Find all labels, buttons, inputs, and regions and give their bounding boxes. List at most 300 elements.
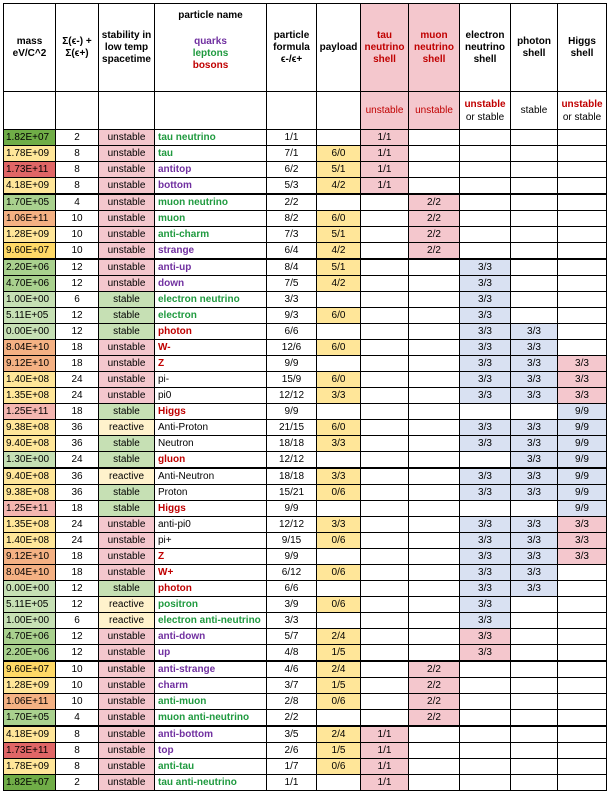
stability-cell: unstable xyxy=(99,194,155,211)
photon-shell-cell: 3/3 xyxy=(511,324,558,340)
higgs-shell-cell xyxy=(558,227,607,243)
sigma-cell: 10 xyxy=(56,211,99,227)
tau-shell-cell xyxy=(361,517,409,533)
higgs-shell-cell xyxy=(558,259,607,276)
table-row xyxy=(4,759,607,775)
muon-shell-cell xyxy=(409,468,460,485)
photon-shell-cell xyxy=(511,613,558,629)
header-tau-shell: tau neutrino shell xyxy=(361,4,409,92)
higgs-shell-cell xyxy=(558,629,607,645)
particle-name-cell: pi+ xyxy=(155,533,267,549)
table-row xyxy=(4,356,607,372)
tau-shell-cell xyxy=(361,292,409,308)
higgs-shell-cell xyxy=(558,243,607,260)
formula-cell: 12/12 xyxy=(267,452,317,469)
stability-cell: reactive xyxy=(99,597,155,613)
stability-cell: unstable xyxy=(99,356,155,372)
particle-name-cell: tau xyxy=(155,146,267,162)
sigma-cell: 18 xyxy=(56,404,99,420)
table-row xyxy=(4,259,607,276)
payload-cell: 3/3 xyxy=(317,468,361,485)
formula-cell: 3/3 xyxy=(267,292,317,308)
photon-shell-cell xyxy=(511,308,558,324)
stability-cell: stable xyxy=(99,404,155,420)
header-stability: stability in low temp spacetime xyxy=(99,4,155,92)
photon-shell-cell: 3/3 xyxy=(511,485,558,501)
muon-shell-cell xyxy=(409,759,460,775)
stability-cell: stable xyxy=(99,452,155,469)
electron-shell-cell xyxy=(460,178,511,195)
table-row xyxy=(4,194,607,211)
payload-cell: 4/2 xyxy=(317,276,361,292)
muon-shell-cell xyxy=(409,356,460,372)
payload-cell xyxy=(317,549,361,565)
header-muon-shell: muon neutrino shell xyxy=(409,4,460,92)
muon-shell-cell xyxy=(409,276,460,292)
mass-cell: 4.70E+06 xyxy=(4,276,56,292)
mass-cell: 5.11E+05 xyxy=(4,597,56,613)
payload-cell: 1/5 xyxy=(317,645,361,662)
photon-shell-cell xyxy=(511,710,558,727)
header-payload: payload xyxy=(317,4,361,92)
payload-cell: 3/3 xyxy=(317,388,361,404)
stability-cell: stable xyxy=(99,485,155,501)
mass-cell: 0.00E+00 xyxy=(4,324,56,340)
formula-cell: 2/8 xyxy=(267,694,317,710)
photon-shell-cell xyxy=(511,292,558,308)
payload-cell: 6/0 xyxy=(317,340,361,356)
payload-cell xyxy=(317,452,361,469)
stability-cell: unstable xyxy=(99,243,155,260)
mass-cell: 4.70E+06 xyxy=(4,629,56,645)
tau-shell-cell xyxy=(361,388,409,404)
higgs-shell-cell: 3/3 xyxy=(558,388,607,404)
tau-shell-cell xyxy=(361,501,409,517)
photon-shell-cell: 3/3 xyxy=(511,533,558,549)
particle-name-cell: electron anti-neutrino xyxy=(155,613,267,629)
sigma-cell: 2 xyxy=(56,775,99,791)
higgs-shell-cell xyxy=(558,597,607,613)
sigma-cell: 8 xyxy=(56,743,99,759)
sigma-cell: 18 xyxy=(56,565,99,581)
stability-cell: reactive xyxy=(99,613,155,629)
muon-shell-cell: 2/2 xyxy=(409,678,460,694)
formula-cell: 12/12 xyxy=(267,388,317,404)
muon-shell-cell xyxy=(409,613,460,629)
particle-name-cell: W+ xyxy=(155,565,267,581)
muon-shell-cell: 2/2 xyxy=(409,694,460,710)
mass-cell: 8.04E+10 xyxy=(4,565,56,581)
sigma-cell: 18 xyxy=(56,340,99,356)
muon-shell-cell xyxy=(409,404,460,420)
mass-cell: 1.82E+07 xyxy=(4,130,56,146)
higgs-shell-cell xyxy=(558,743,607,759)
photon-shell-cell xyxy=(511,775,558,791)
formula-cell: 6/2 xyxy=(267,162,317,178)
particle-name-cell: positron xyxy=(155,597,267,613)
electron-shell-cell xyxy=(460,775,511,791)
muon-shell-cell xyxy=(409,340,460,356)
formula-cell: 15/21 xyxy=(267,485,317,501)
tau-shell-cell: 1/1 xyxy=(361,775,409,791)
table-row xyxy=(4,276,607,292)
particle-name-cell: electron neutrino xyxy=(155,292,267,308)
muon-shell-cell: 2/2 xyxy=(409,243,460,260)
stability-cell: stable xyxy=(99,292,155,308)
photon-shell-cell: 3/3 xyxy=(511,356,558,372)
muon-shell-cell xyxy=(409,436,460,452)
table-row xyxy=(4,178,607,195)
table-row xyxy=(4,694,607,710)
mass-cell: 9.40E+08 xyxy=(4,436,56,452)
mass-cell: 1.78E+09 xyxy=(4,146,56,162)
payload-cell xyxy=(317,501,361,517)
tau-shell-cell xyxy=(361,678,409,694)
header-electron-shell: electron neutrino shell xyxy=(460,4,511,92)
mass-cell: 1.73E+11 xyxy=(4,743,56,759)
higgs-shell-cell xyxy=(558,678,607,694)
tau-shell-cell xyxy=(361,420,409,436)
mass-cell: 9.40E+08 xyxy=(4,468,56,485)
mass-cell: 5.11E+05 xyxy=(4,308,56,324)
stability-cell: reactive xyxy=(99,468,155,485)
particle-name-cell: bottom xyxy=(155,178,267,195)
payload-cell xyxy=(317,710,361,727)
photon-shell-cell xyxy=(511,597,558,613)
particle-name-cell: muon xyxy=(155,211,267,227)
table-row xyxy=(4,420,607,436)
table-row xyxy=(4,468,607,485)
muon-shell-cell xyxy=(409,501,460,517)
mass-cell: 9.12E+10 xyxy=(4,356,56,372)
tau-shell-cell xyxy=(361,372,409,388)
photon-shell-cell: 3/3 xyxy=(511,565,558,581)
table-row xyxy=(4,243,607,260)
particle-name-cell: anti-muon xyxy=(155,694,267,710)
photon-shell-cell xyxy=(511,404,558,420)
payload-cell xyxy=(317,581,361,597)
payload-cell xyxy=(317,356,361,372)
particle-name-cell: pi0 xyxy=(155,388,267,404)
particle-name-cell: anti-strange xyxy=(155,661,267,678)
payload-cell xyxy=(317,130,361,146)
table-row xyxy=(4,678,607,694)
particle-name-cell: Anti-Neutron xyxy=(155,468,267,485)
stability-cell: unstable xyxy=(99,549,155,565)
mass-cell: 1.25E+11 xyxy=(4,501,56,517)
stability-cell: unstable xyxy=(99,661,155,678)
particle-name-cell: Higgs xyxy=(155,501,267,517)
particle-name-cell: Z xyxy=(155,356,267,372)
electron-shell-cell: 3/3 xyxy=(460,420,511,436)
sigma-cell: 8 xyxy=(56,178,99,195)
sigma-cell: 12 xyxy=(56,276,99,292)
muon-shell-cell xyxy=(409,775,460,791)
electron-shell-cell xyxy=(460,404,511,420)
particle-name-cell: anti-bottom xyxy=(155,726,267,743)
electron-shell-cell: 3/3 xyxy=(460,340,511,356)
tau-shell-cell xyxy=(361,276,409,292)
mass-cell: 8.04E+10 xyxy=(4,340,56,356)
header-formula: particle formula ϵ-/ϵ+ xyxy=(267,4,317,92)
tau-shell-cell xyxy=(361,661,409,678)
table-row xyxy=(4,485,607,501)
electron-shell-cell xyxy=(460,743,511,759)
tau-shell-cell xyxy=(361,613,409,629)
electron-shell-cell: 3/3 xyxy=(460,549,511,565)
electron-shell-cell: 3/3 xyxy=(460,533,511,549)
stability-cell: unstable xyxy=(99,775,155,791)
photon-shell-cell xyxy=(511,694,558,710)
table-row xyxy=(4,533,607,549)
payload-cell: 0/6 xyxy=(317,485,361,501)
mass-cell: 1.78E+09 xyxy=(4,759,56,775)
electron-shell-cell: 3/3 xyxy=(460,581,511,597)
tau-shell-cell: 1/1 xyxy=(361,743,409,759)
stability-cell: unstable xyxy=(99,130,155,146)
mass-cell: 1.40E+08 xyxy=(4,533,56,549)
mass-cell: 2.20E+06 xyxy=(4,259,56,276)
tau-shell-cell xyxy=(361,694,409,710)
tau-shell-cell xyxy=(361,227,409,243)
mass-cell: 1.00E+00 xyxy=(4,292,56,308)
photon-shell-cell xyxy=(511,162,558,178)
tau-shell-cell xyxy=(361,194,409,211)
higgs-shell-cell: 9/9 xyxy=(558,436,607,452)
tau-shell-cell: 1/1 xyxy=(361,759,409,775)
photon-shell-cell: 3/3 xyxy=(511,452,558,469)
higgs-shell-cell: 3/3 xyxy=(558,549,607,565)
electron-shell-cell xyxy=(460,211,511,227)
higgs-shell-cell: 9/9 xyxy=(558,404,607,420)
mass-cell: 1.00E+00 xyxy=(4,613,56,629)
tau-shell-cell xyxy=(361,549,409,565)
table-row xyxy=(4,211,607,227)
particle-name-cell: muon neutrino xyxy=(155,194,267,211)
sigma-cell: 6 xyxy=(56,292,99,308)
electron-shell-cell: 3/3 xyxy=(460,436,511,452)
tau-shell-cell xyxy=(361,645,409,662)
formula-cell: 8/4 xyxy=(267,259,317,276)
stability-cell: unstable xyxy=(99,388,155,404)
sigma-cell: 10 xyxy=(56,694,99,710)
mass-cell: 4.18E+09 xyxy=(4,726,56,743)
table-row xyxy=(4,227,607,243)
formula-cell: 2/2 xyxy=(267,194,317,211)
photon-shell-cell xyxy=(511,661,558,678)
electron-shell-cell xyxy=(460,759,511,775)
sigma-cell: 2 xyxy=(56,130,99,146)
sigma-cell: 24 xyxy=(56,452,99,469)
particle-name-cell: up xyxy=(155,645,267,662)
table-row xyxy=(4,404,607,420)
tau-shell-cell xyxy=(361,597,409,613)
formula-cell: 9/3 xyxy=(267,308,317,324)
muon-shell-cell xyxy=(409,259,460,276)
sigma-cell: 36 xyxy=(56,485,99,501)
mass-cell: 9.60E+07 xyxy=(4,661,56,678)
electron-shell-cell: 3/3 xyxy=(460,388,511,404)
table-row xyxy=(4,130,607,146)
particle-name-cell: anti-down xyxy=(155,629,267,645)
muon-shell-cell xyxy=(409,388,460,404)
muon-shell-cell xyxy=(409,162,460,178)
muon-shell-cell xyxy=(409,452,460,469)
formula-cell: 6/6 xyxy=(267,581,317,597)
higgs-shell-cell xyxy=(558,211,607,227)
sigma-cell: 10 xyxy=(56,678,99,694)
photon-shell-cell xyxy=(511,743,558,759)
table-row xyxy=(4,162,607,178)
payload-cell: 6/0 xyxy=(317,308,361,324)
sigma-cell: 8 xyxy=(56,759,99,775)
electron-shell-cell: 3/3 xyxy=(460,565,511,581)
payload-cell: 6/0 xyxy=(317,211,361,227)
formula-cell: 3/5 xyxy=(267,726,317,743)
payload-cell: 5/1 xyxy=(317,227,361,243)
electron-shell-cell: 3/3 xyxy=(460,324,511,340)
tau-shell-status: unstable xyxy=(361,92,409,130)
formula-cell: 9/9 xyxy=(267,549,317,565)
formula-cell: 2/2 xyxy=(267,710,317,727)
tau-shell-cell xyxy=(361,259,409,276)
table-row xyxy=(4,340,607,356)
particle-name-cell: anti-up xyxy=(155,259,267,276)
electron-shell-cell: 3/3 xyxy=(460,629,511,645)
photon-shell-cell: 3/3 xyxy=(511,549,558,565)
higgs-shell-cell xyxy=(558,759,607,775)
tau-shell-cell xyxy=(361,710,409,727)
header-row xyxy=(4,4,607,92)
higgs-shell-cell xyxy=(558,710,607,727)
formula-cell: 2/6 xyxy=(267,743,317,759)
formula-cell: 1/1 xyxy=(267,130,317,146)
formula-cell: 9/15 xyxy=(267,533,317,549)
particle-name-cell: photon xyxy=(155,324,267,340)
sigma-cell: 8 xyxy=(56,726,99,743)
formula-cell: 15/9 xyxy=(267,372,317,388)
higgs-shell-cell: 9/9 xyxy=(558,501,607,517)
mass-cell: 1.28E+09 xyxy=(4,678,56,694)
photon-shell-cell xyxy=(511,146,558,162)
higgs-shell-cell: 9/9 xyxy=(558,485,607,501)
stability-cell: unstable xyxy=(99,162,155,178)
particle-name-cell: top xyxy=(155,743,267,759)
table-row xyxy=(4,565,607,581)
legend-quarks: quarks xyxy=(194,36,227,47)
stability-cell: stable xyxy=(99,436,155,452)
stability-cell: unstable xyxy=(99,629,155,645)
photon-shell-cell: 3/3 xyxy=(511,388,558,404)
photon-shell-cell xyxy=(511,130,558,146)
sigma-cell: 8 xyxy=(56,162,99,178)
electron-shell-cell: 3/3 xyxy=(460,356,511,372)
header-particle-name-label: particle name xyxy=(178,10,243,21)
sigma-cell: 24 xyxy=(56,372,99,388)
tau-shell-cell xyxy=(361,468,409,485)
photon-shell-cell xyxy=(511,645,558,662)
sigma-cell: 24 xyxy=(56,388,99,404)
higgs-shell-cell: 3/3 xyxy=(558,372,607,388)
payload-cell xyxy=(317,775,361,791)
stability-cell: unstable xyxy=(99,678,155,694)
photon-shell-cell: 3/3 xyxy=(511,420,558,436)
particle-name-cell: tau neutrino xyxy=(155,130,267,146)
table-row xyxy=(4,501,607,517)
particle-name-cell: down xyxy=(155,276,267,292)
mass-cell: 9.60E+07 xyxy=(4,243,56,260)
formula-cell: 9/9 xyxy=(267,501,317,517)
formula-cell: 1/1 xyxy=(267,775,317,791)
formula-cell: 9/9 xyxy=(267,404,317,420)
muon-shell-cell xyxy=(409,130,460,146)
tau-shell-cell xyxy=(361,243,409,260)
muon-shell-cell: 2/2 xyxy=(409,710,460,727)
payload-cell: 2/4 xyxy=(317,726,361,743)
particle-name-cell: Proton xyxy=(155,485,267,501)
table-row xyxy=(4,292,607,308)
particle-table xyxy=(3,3,607,791)
photon-shell-cell xyxy=(511,194,558,211)
higgs-shell-cell: 9/9 xyxy=(558,452,607,469)
higgs-shell-cell xyxy=(558,178,607,195)
mass-cell: 1.40E+08 xyxy=(4,372,56,388)
mass-cell: 9.38E+08 xyxy=(4,420,56,436)
particle-name-cell: gluon xyxy=(155,452,267,469)
photon-shell-cell xyxy=(511,726,558,743)
electron-shell-cell: 3/3 xyxy=(460,308,511,324)
muon-shell-cell xyxy=(409,308,460,324)
table-row xyxy=(4,743,607,759)
higgs-shell-cell: 9/9 xyxy=(558,420,607,436)
table-row xyxy=(4,597,607,613)
particle-name-cell: charm xyxy=(155,678,267,694)
table-row xyxy=(4,581,607,597)
formula-cell: 6/6 xyxy=(267,324,317,340)
stability-cell: reactive xyxy=(99,420,155,436)
photon-shell-cell xyxy=(511,629,558,645)
payload-cell: 6/0 xyxy=(317,146,361,162)
formula-cell: 3/3 xyxy=(267,613,317,629)
tau-shell-cell xyxy=(361,211,409,227)
electron-shell-cell: 3/3 xyxy=(460,517,511,533)
electron-shell-cell: 3/3 xyxy=(460,597,511,613)
stability-cell: unstable xyxy=(99,743,155,759)
payload-cell: 0/6 xyxy=(317,759,361,775)
sigma-cell: 8 xyxy=(56,146,99,162)
higgs-shell-cell xyxy=(558,726,607,743)
muon-shell-cell: 2/2 xyxy=(409,227,460,243)
payload-cell: 5/1 xyxy=(317,162,361,178)
higgs-shell-cell: 3/3 xyxy=(558,356,607,372)
tau-shell-cell xyxy=(361,629,409,645)
electron-shell-cell xyxy=(460,243,511,260)
payload-cell: 4/2 xyxy=(317,178,361,195)
photon-shell-status: stable xyxy=(511,92,558,130)
muon-shell-cell xyxy=(409,581,460,597)
tau-shell-cell xyxy=(361,404,409,420)
mass-cell: 1.35E+08 xyxy=(4,517,56,533)
electron-shell-cell xyxy=(460,694,511,710)
tau-shell-cell xyxy=(361,452,409,469)
higgs-shell-cell xyxy=(558,308,607,324)
payload-cell xyxy=(317,613,361,629)
table-row xyxy=(4,308,607,324)
tau-shell-cell xyxy=(361,308,409,324)
muon-shell-cell xyxy=(409,146,460,162)
table-row xyxy=(4,146,607,162)
electron-shell-cell xyxy=(460,726,511,743)
